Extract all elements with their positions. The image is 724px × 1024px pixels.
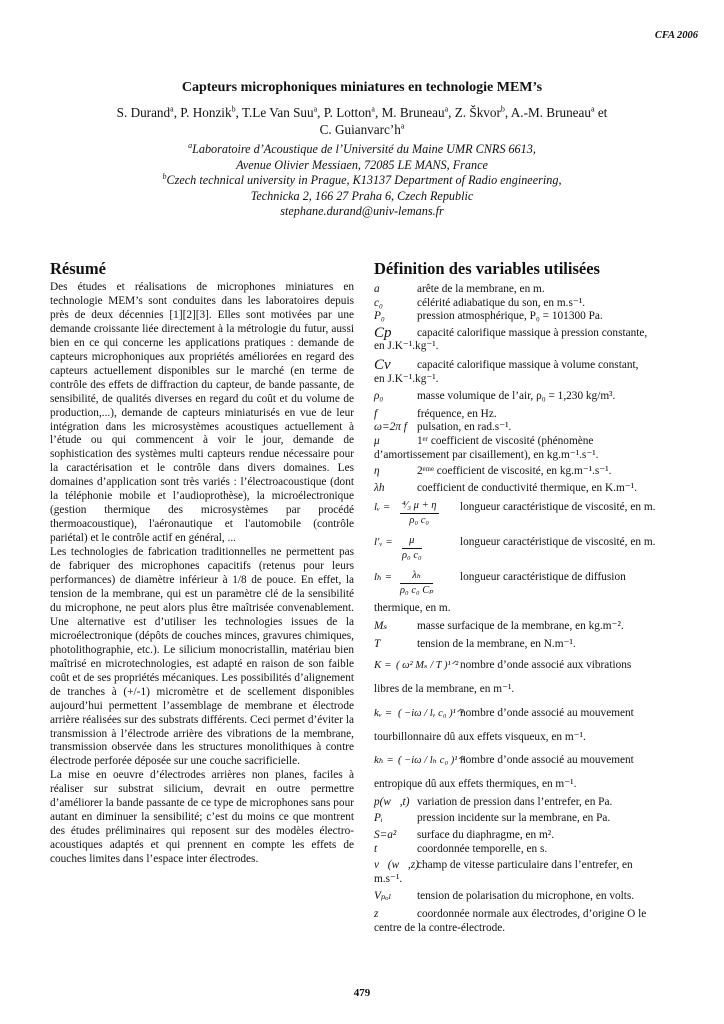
author-name: S. Durand [116, 105, 171, 120]
authors-line-2 [70, 121, 654, 138]
def-text: célérité adiabatique du son, en m.s⁻¹. [417, 296, 586, 309]
def-text: capacité calorifique massique à pression constante, [417, 326, 648, 339]
def-symbol: f [374, 407, 378, 420]
resume-paragraph: Des études et réalisations de microphones miniatures en technologie MEM’s sont conduites dans les laboratoires depuis près de deux décennies [1][2][3]. Elles sont motivées par une demande croissante liée directement à la métrologie du futur, aussi bien en ce qui concerne les applications pratiques : demande de capteurs microphoniques aux propriétés améliorées en regard des capteurs actuellement disponibles sur le marché (en terme de contrôle des effets de diffraction du capteur, de bande passante, de sensibilité, de qualités diverses en regard du coût et du volume de production,...), demande de capteurs miniaturisés en vue de leur intégration dans les microsystèmes acoustiques actuellement à l’étude ou qui commencent à voir le jour, demande de sophistication des systèmes multi capteurs rendue nécessaire pour la caractérisation et le contrôle dans divers domaines. Les domaines d’application sont très variés : l’électroacoustique (dont la téléphonie mobile et l’audioprothèse), la microélectronique (gestion thermique des microsystèmes par procédé thermoacoustique), l'aéronautique et l'automobile (contrôle pariétal) et le contrôle actif en général, ... [50, 281, 354, 545]
def-row-cv-cont [374, 373, 674, 387]
author-name: M. Bruneau [381, 105, 445, 120]
formula-lhs: kₕ = [374, 754, 394, 767]
formula-lhs: l′ᵥ = [374, 536, 393, 549]
def-text: surface du diaphragme, en m². [417, 829, 555, 842]
def-row-z [374, 908, 674, 922]
def-row-v-cont [374, 873, 674, 887]
author-affil-sup: b [231, 104, 236, 114]
affil-text: Laboratoire d’Acoustique de l’Université du Maine UMR CNRS 6613, [192, 142, 536, 156]
formula-denominator: ρ₀ c₀ Cₚ [400, 584, 434, 596]
affil-sup: b [162, 171, 167, 181]
def-row-mu [374, 435, 674, 449]
formula-fraction [400, 569, 433, 597]
def-symbol: ρ₀ [374, 390, 384, 403]
affil-text: Czech technical university in Prague, K13137 Department of Radio engineering, [166, 173, 562, 187]
def-text: fréquence, en Hz. [417, 407, 497, 420]
author-name: P. Honzik [180, 105, 232, 120]
def-text: pulsation, en rad.s⁻¹. [417, 421, 512, 434]
def-row-vpol [374, 890, 674, 904]
formula-denominator: ρ₀ c₀ [409, 514, 430, 526]
formula-fraction [400, 499, 439, 527]
formula-numerator: ⁴⁄₃ μ + η [400, 499, 439, 514]
def-text: capacité calorifique massique à volume constant, [417, 358, 639, 371]
def-row-cp [374, 324, 674, 341]
authors [70, 104, 654, 138]
def-symbol: λh [374, 481, 385, 494]
def-text: nombre d’onde associé au mouvement [460, 706, 634, 719]
def-row-p [374, 796, 674, 810]
def-text: masse volumique de l’air, ρ₀ = 1,230 kg/m³. [417, 390, 616, 403]
formula-lhs: lₕ = [374, 571, 392, 584]
def-formula-lh [374, 569, 674, 602]
definitions-heading: Définition des variables utilisées [374, 259, 600, 278]
definitions-list [374, 283, 674, 935]
def-row-ms [374, 620, 674, 634]
affiliation-email[interactable] [60, 204, 664, 220]
formula-numerator: λₕ [400, 569, 433, 584]
author-separator: , [504, 105, 511, 120]
def-text: pression incidente sur la membrane, en Pa. [417, 812, 611, 825]
def-text: tourbillonnaire dû aux effets visqueux, en m⁻¹. [374, 730, 586, 743]
author-name: P. Lotton [323, 105, 372, 120]
def-row-cp-cont [374, 340, 674, 354]
def-row-f [374, 408, 674, 422]
author-affil-sup: a [400, 121, 405, 131]
def-text: champ de vitesse particulaire dans l’entrefer, en [417, 859, 633, 872]
def-formula-lv [374, 499, 674, 532]
author-separator: , [317, 105, 324, 120]
def-symbol: P₀ [374, 310, 385, 323]
affiliation-line [60, 173, 664, 189]
formula-fraction [398, 707, 463, 721]
def-text: en J.K⁻¹.kg⁻¹. [374, 372, 439, 385]
author-separator: , [448, 105, 455, 120]
def-symbol: c₀ [374, 296, 383, 309]
def-text: entropique dû aux effets thermiques, en m⁻¹. [374, 778, 577, 791]
formula-numerator: ( ω² Mₛ / T )¹ᐟ² [396, 660, 459, 672]
formula-fraction [402, 534, 422, 562]
def-text: pression atmosphérique, P₀ = 101300 Pa. [417, 310, 603, 323]
author-separator: , [235, 105, 242, 120]
author-affil-sup: a [371, 104, 375, 114]
author-affil-sup: a [590, 104, 595, 114]
def-symbol: p(w⃗,t) [374, 795, 410, 808]
affiliations [60, 142, 664, 220]
paper-title: Capteurs microphoniques miniatures en technologie MEM’s [181, 80, 543, 95]
def-symbol: v⃗(w⃗,z) [374, 859, 419, 872]
conference-label: CFA 2006 [654, 30, 698, 41]
formula-fraction [398, 754, 465, 768]
def-symbol: t [374, 842, 378, 855]
author-separator: et [594, 105, 608, 120]
def-text: 2ᵉᵐᵉ coefficient de viscosité, en kg.m⁻¹.s⁻¹. [417, 465, 612, 478]
def-row-pi [374, 812, 674, 826]
def-row-lambda [374, 482, 674, 496]
formula-lhs: lᵥ = [374, 501, 391, 514]
def-symbol: Cp [374, 324, 392, 341]
author-separator: , [173, 105, 181, 120]
def-symbol: a [374, 283, 380, 295]
author-affil-sup: a [170, 104, 174, 114]
def-text: longueur caractéristique de diffusion [460, 571, 626, 584]
def-text: m.s⁻¹. [374, 872, 403, 885]
def-formula-kh [374, 752, 674, 778]
def-symbol: Mₛ [374, 619, 388, 632]
def-row-kv-cont [374, 731, 674, 745]
def-formula-k [374, 657, 674, 683]
def-row-cv [374, 356, 674, 373]
def-text: thermique, en m. [374, 602, 451, 615]
def-row-k-cont [374, 683, 674, 697]
def-row-p0 [374, 310, 674, 324]
author-affil-sup: b [500, 104, 505, 114]
formula-numerator: ( −iω / lₕ c₀ )¹ᐟ² [398, 755, 465, 767]
def-row-a [374, 283, 674, 297]
authors-line-1 [70, 104, 654, 121]
def-text: d’amortissement par cisaillement), en kg.m⁻¹.s⁻¹. [374, 448, 599, 461]
def-text: coordonnée temporelle, en s. [417, 842, 548, 855]
affiliation-line [60, 158, 664, 174]
def-text: libres de la membrane, en m⁻¹. [374, 683, 515, 696]
def-row-z-cont [374, 922, 674, 936]
def-text: en J.K⁻¹.kg⁻¹. [374, 340, 439, 353]
formula-numerator: μ [402, 534, 422, 549]
def-symbol: Vₚₒₗ [374, 890, 392, 903]
author-name: C. Guianvarc’h [319, 122, 401, 137]
def-text: nombre d’onde associé au mouvement [460, 754, 634, 767]
def-row-lh-cont [374, 602, 674, 616]
author-separator: , [374, 105, 382, 120]
def-row-omega [374, 421, 674, 435]
def-row-eta [374, 465, 674, 479]
formula-fraction [396, 659, 458, 673]
resume-paragraph: Les technologies de fabrication traditionnelles ne permettent pas de fabriquer des microphones capacitifs (retenus pour leurs performances) de diamètre inférieur à 1/8 de pouce. En effet, la tension de la membrane, qui est un paramètre clé de la sensibilité du microphone, ne peut alors plus être maîtrisée convenablement. Une alternative est d’utiliser les technologies issues de la microélectronique (dépôts de couches minces, gravures chimiques, photolithographie, etc.). Le silicium monocristallin, matériau bien maîtrisé en microtechnologies, est adapté en raison de son faible coût et de ses propriétés mécaniques. Les possibilités d’alignement de tranches à (+/-1) micromètre et de scellement disponibles aujourd’hui permettent l’assemblage de membrane et électrode arrière réalisées sur des substrats différents. Ceci permet d’éviter la transmission à l’électrode arrière des vibrations de la membrane, transmission observée dans les structures monolithiques à contre électrode perforée déposée sur une couche sacrificielle. [50, 546, 354, 768]
def-row-t [374, 638, 674, 652]
author-name: A.-M. Bruneau [510, 105, 591, 120]
def-text: variation de pression dans l’entrefer, en Pa. [417, 795, 613, 808]
def-text: tension de polarisation du microphone, en volts. [417, 890, 635, 903]
author-name: Z. Škvor [454, 105, 501, 120]
def-row-kh-cont [374, 778, 674, 792]
author-affil-sup: a [444, 104, 449, 114]
def-symbol: ω=2π f [374, 421, 407, 434]
def-text: masse surfacique de la membrane, en kg.m⁻². [417, 619, 624, 632]
def-text: centre de la contre-électrode. [374, 921, 506, 934]
page-number: 479 [353, 987, 371, 999]
def-symbol: T [374, 637, 381, 650]
def-text: arête de la membrane, en m. [417, 283, 545, 295]
affiliation-line [60, 189, 664, 205]
def-text: longueur caractéristique de viscosité, en m. [460, 536, 656, 549]
def-row-c0 [374, 297, 674, 311]
def-symbol: Cv [374, 356, 391, 373]
def-row-t2 [374, 843, 674, 857]
def-symbol: z [374, 908, 379, 921]
resume-heading: Résumé [50, 259, 106, 278]
author-affil-sup: a [313, 104, 318, 114]
def-symbol: S=a² [374, 829, 397, 842]
affil-sup: a [188, 140, 193, 150]
formula-lhs: K = [374, 659, 392, 672]
resume-body [50, 281, 354, 867]
author-name: T.Le Van Suu [241, 105, 314, 120]
def-formula-lv2 [374, 534, 674, 567]
def-text: nombre d’onde associé aux vibrations [460, 659, 632, 672]
affil-text: Avenue Olivier Messiaen, 72085 LE MANS, France [236, 157, 488, 172]
formula-denominator: ρ₀ c₀ [402, 549, 422, 561]
def-text: longueur caractéristique de viscosité, en m. [460, 501, 656, 514]
def-row-s [374, 829, 674, 843]
resume-paragraph: La mise en oeuvre d’électrodes arrières non planes, faciles à réaliser sur substrat silicium, devrait en outre permettre d’améliorer la bande passante de ce type de microphones sans pour autant en diminuer la sensibilité; c’est du moins ce que montrent des études préliminaires qui reposent sur des modèles électro-acoustiques adaptés et qui prennent en compte les effets de couches limites dans l’espace inter électrodes. [50, 769, 354, 866]
email-link[interactable]: stephane.durand@univ-lemans.fr [280, 204, 444, 218]
def-text: tension de la membrane, en N.m⁻¹. [417, 637, 576, 650]
def-symbol: μ [374, 434, 380, 447]
def-formula-kv [374, 705, 674, 731]
formula-lhs: kᵥ = [374, 706, 393, 719]
def-text: coordonnée normale aux électrodes, d’origine O le [417, 908, 647, 921]
def-row-v [374, 859, 674, 873]
affil-text: Technicka 2, 166 27 Praha 6, Czech Republic [250, 188, 474, 203]
def-symbol: η [374, 465, 380, 478]
def-symbol: Pᵢ [374, 812, 383, 825]
affiliation-line [60, 142, 664, 158]
def-row-rho [374, 390, 674, 404]
def-row-mu-cont [374, 449, 674, 463]
formula-numerator: ( −iω / lᵥ c₀ )¹ᐟ² [398, 707, 464, 719]
def-text: 1ᵉʳ coefficient de viscosité (phénomène [417, 434, 594, 447]
def-text: coefficient de conductivité thermique, en K.m⁻¹. [417, 481, 637, 494]
